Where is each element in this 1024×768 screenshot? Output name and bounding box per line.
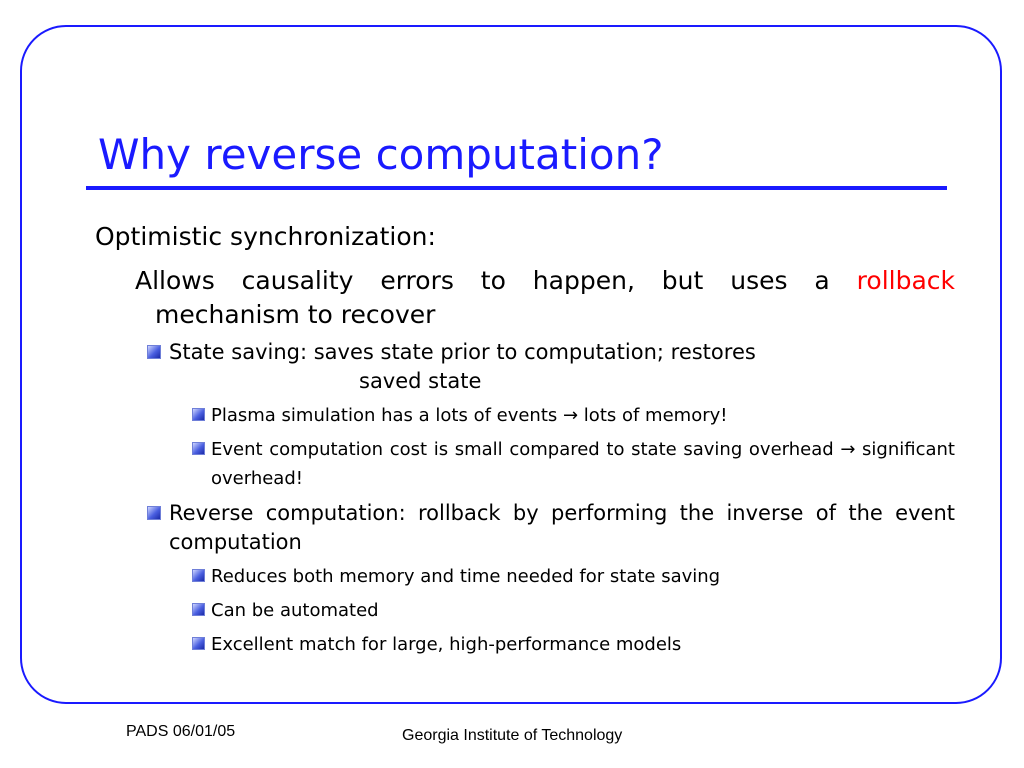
footer-institution: Georgia Institute of Technology <box>402 727 623 744</box>
reverse-sub-2: Can be automated <box>211 600 379 621</box>
slide-content <box>95 220 955 659</box>
title-underline <box>86 186 947 190</box>
state-saving-text <box>169 338 955 396</box>
level1-paragraph <box>115 264 955 332</box>
level1-text-after: mechanism to recover <box>155 300 436 329</box>
list-item <box>192 401 955 430</box>
state-saving-sub-1: Plasma simulation has a lots of events → lots of memory! <box>211 405 728 426</box>
list-item <box>192 596 955 625</box>
level1-text-before: Allows causality errors to happen, but uses a <box>135 266 830 295</box>
reverse-computation-text: Reverse computation: rollback by performing the inverse of the event computation <box>169 501 955 554</box>
blue-square-bullet-icon <box>147 345 161 359</box>
blue-square-bullet-icon <box>192 603 205 616</box>
list-item <box>147 499 955 557</box>
blue-square-bullet-icon <box>192 637 205 650</box>
rollback-highlight: rollback <box>856 266 955 295</box>
intro-line: Optimistic synchronization: <box>95 222 436 251</box>
list-item <box>192 562 955 591</box>
footer-date: PADS 06/01/05 <box>126 723 236 740</box>
list-item <box>192 435 955 493</box>
reverse-sub-1: Reduces both memory and time needed for state saving <box>211 566 721 587</box>
list-item <box>147 338 955 396</box>
slide-title: Why reverse computation? <box>98 130 664 179</box>
blue-square-bullet-icon <box>192 569 205 582</box>
blue-square-bullet-icon <box>192 442 205 455</box>
blue-square-bullet-icon <box>192 408 205 421</box>
state-saving-text-b: saved state <box>359 369 482 393</box>
reverse-sub-3: Excellent match for large, high-performance models <box>211 634 682 655</box>
state-saving-text-a: State saving: saves state prior to computation; restores <box>169 340 756 364</box>
blue-square-bullet-icon <box>147 506 161 520</box>
state-saving-sub-2: Event computation cost is small compared to state saving overhead → significant overhead! <box>211 439 955 489</box>
list-item <box>192 630 955 659</box>
